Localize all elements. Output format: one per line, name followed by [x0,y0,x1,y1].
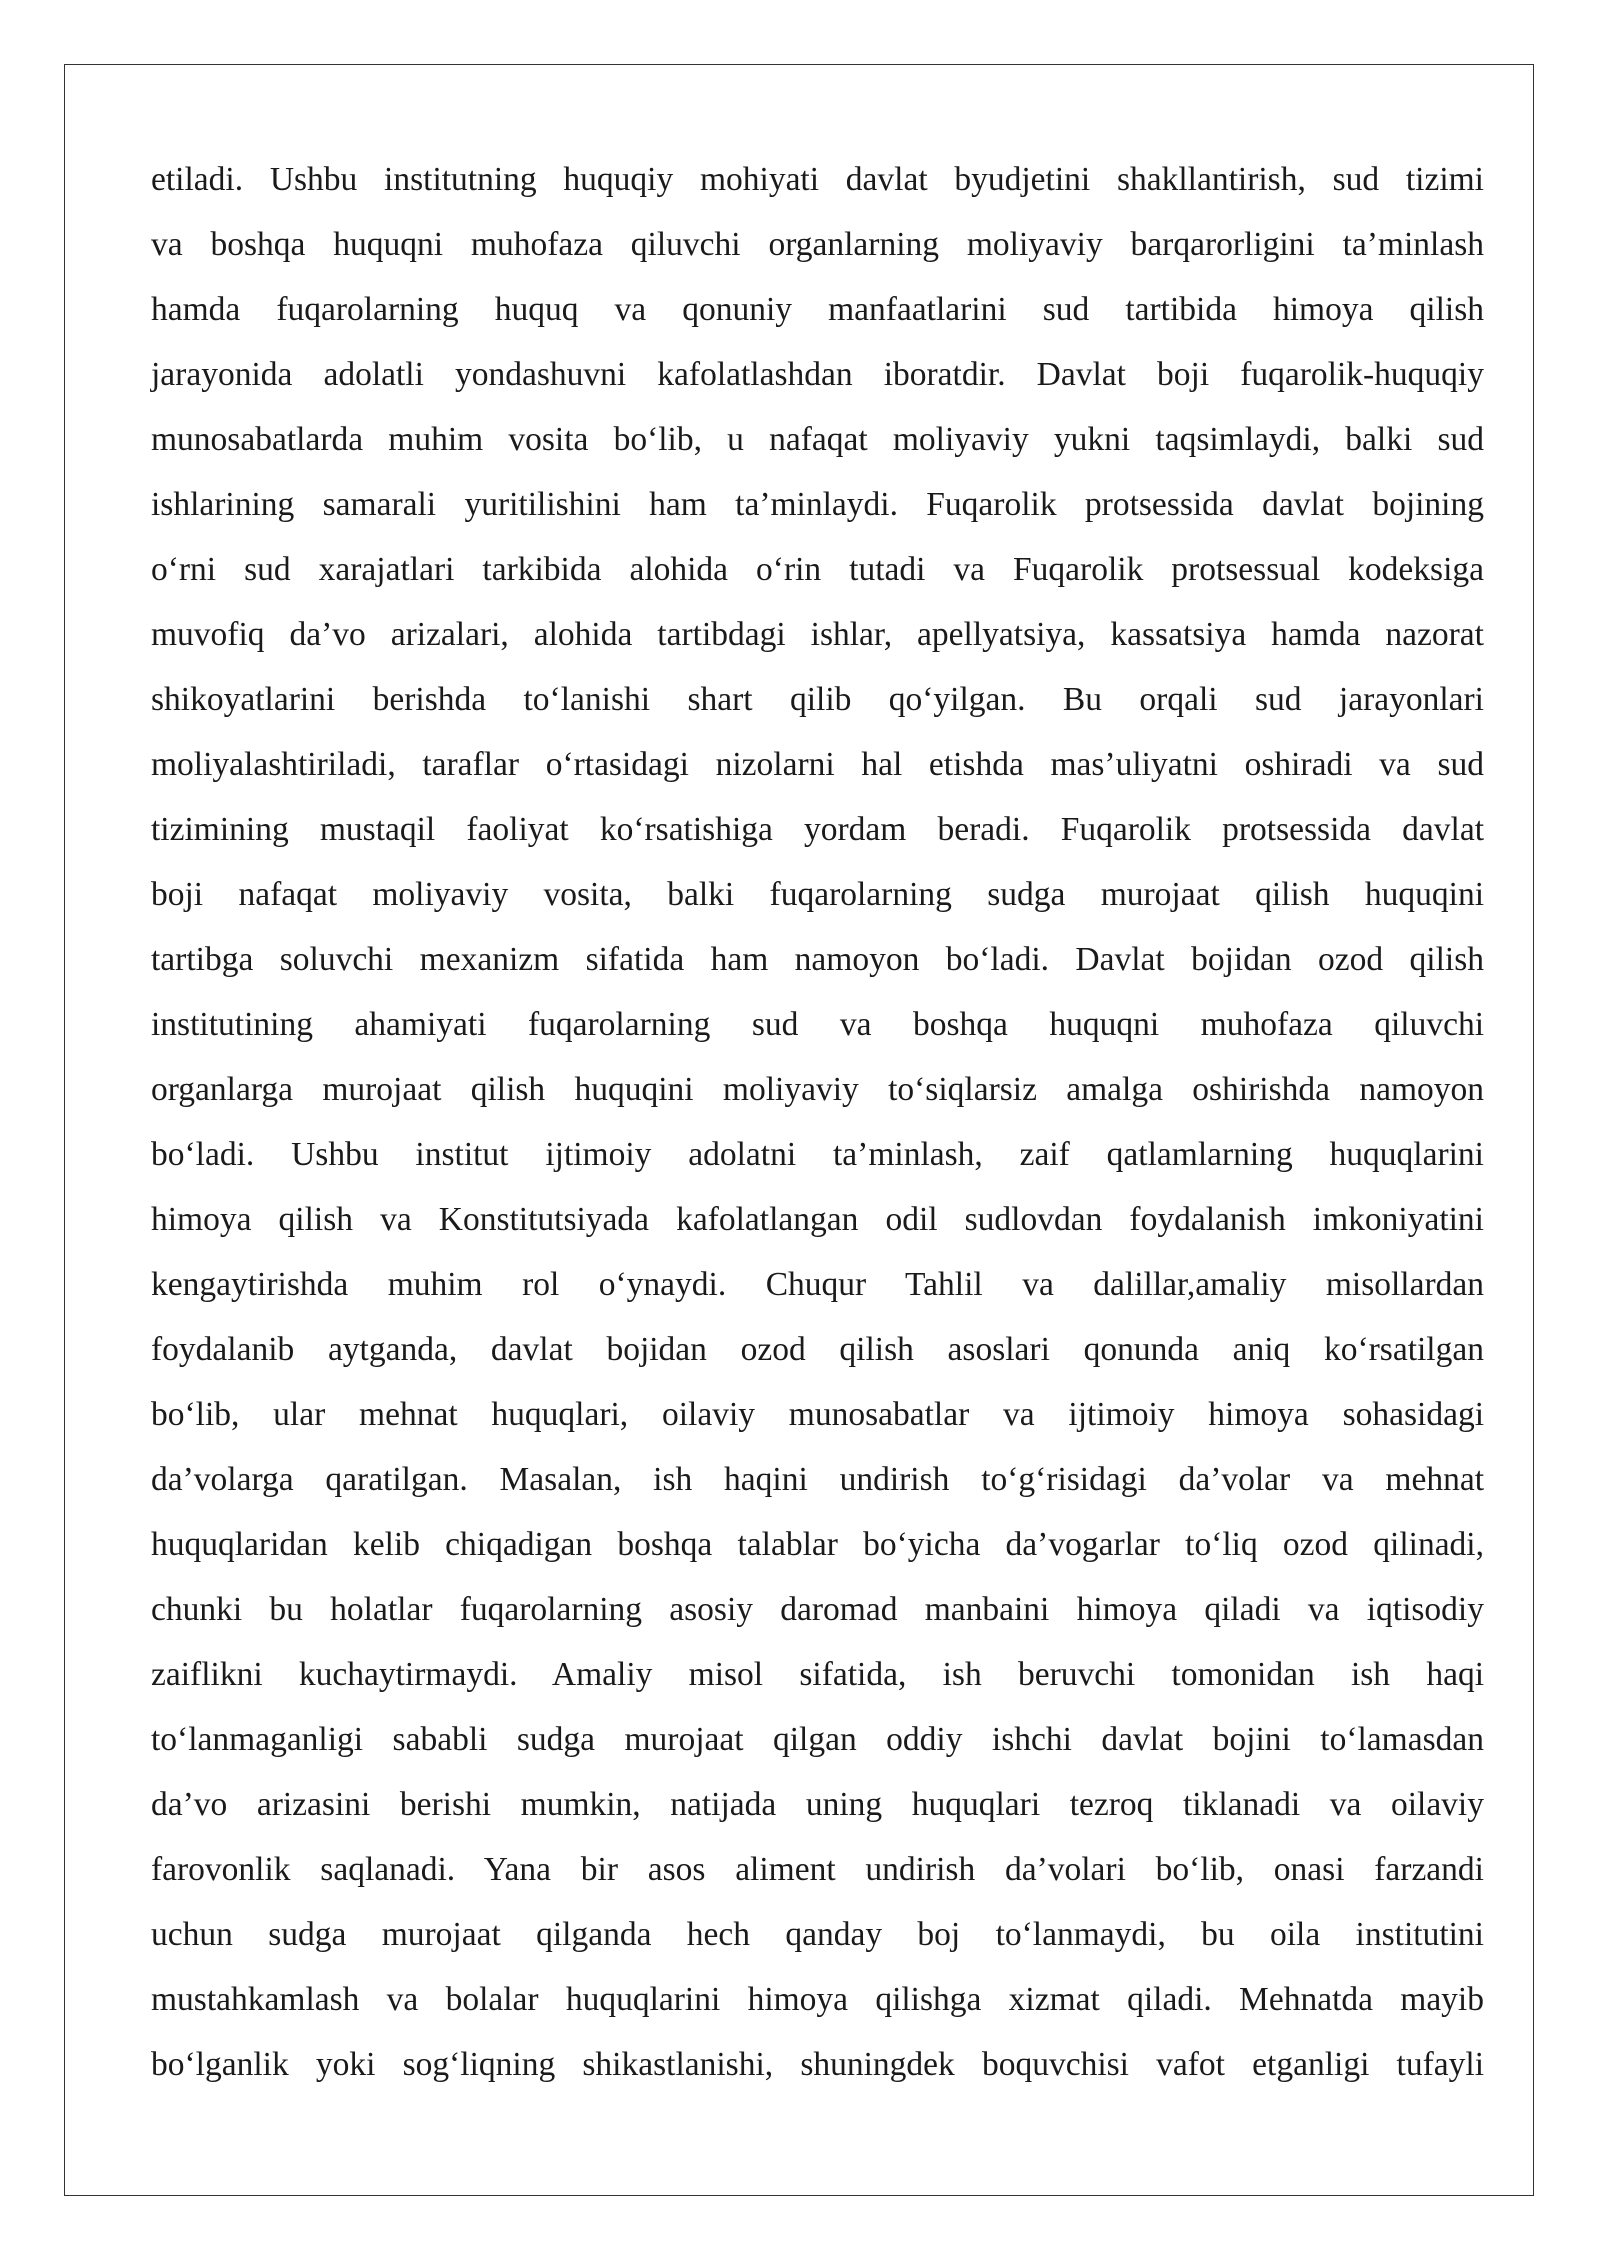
text-line: tizimining mustaqil faoliyat ko‘rsatishiga yordam beradi. Fuqarolik protsessida davlat [151,811,1484,848]
document-body [151,147,1484,2097]
text-line: muvofiq da’vo arizalari, alohida tartibdagi ishlar, apellyatsiya, kassatsiya hamda nazorat [151,616,1484,653]
text-line: zaiflikni kuchaytirmaydi. Amaliy misol sifatida, ish beruvchi tomonidan ish haqi [151,1656,1484,1693]
text-line: jarayonida adolatli yondashuvni kafolatlashdan iboratdir. Davlat boji fuqarolik-huquqiy [151,356,1484,393]
text-line: organlarga murojaat qilish huquqini moliyaviy to‘siqlarsiz amalga oshirishda namoyon [151,1071,1484,1108]
text-line: da’volarga qaratilgan. Masalan, ish haqini undirish to‘g‘risidagi da’volar va mehnat [151,1461,1484,1498]
text-line: chunki bu holatlar fuqarolarning asosiy daromad manbaini himoya qiladi va iqtisodiy [151,1591,1484,1628]
text-line: va boshqa huquqni muhofaza qiluvchi organlarning moliyaviy barqarorligini ta’minlash [151,226,1484,263]
text-line: ishlarining samarali yuritilishini ham ta’minlaydi. Fuqarolik protsessida davlat bojining [151,486,1484,523]
text-line: uchun sudga murojaat qilganda hech qanday boj to‘lanmaydi, bu oila institutini [151,1916,1484,1953]
text-line: institutining ahamiyati fuqarolarning sud va boshqa huquqni muhofaza qiluvchi [151,1006,1484,1043]
text-line: o‘rni sud xarajatlari tarkibida alohida o‘rin tutadi va Fuqarolik protsessual kodeksiga [151,551,1484,588]
text-line: farovonlik saqlanadi. Yana bir asos aliment undirish da’volari bo‘lib, onasi farzandi [151,1851,1484,1888]
text-line: foydalanib aytganda, davlat bojidan ozod qilish asoslari qonunda aniq ko‘rsatilgan [151,1331,1484,1368]
text-line: mustahkamlash va bolalar huquqlarini himoya qilishga xizmat qiladi. Mehnatda mayib [151,1981,1484,2018]
text-line: shikoyatlarini berishda to‘lanishi shart qilib qo‘yilgan. Bu orqali sud jarayonlari [151,681,1484,718]
text-line: munosabatlarda muhim vosita bo‘lib, u nafaqat moliyaviy yukni taqsimlaydi, balki sud [151,421,1484,458]
text-line: hamda fuqarolarning huquq va qonuniy manfaatlarini sud tartibida himoya qilish [151,291,1484,328]
text-line: bo‘lganlik yoki sog‘liqning shikastlanishi, shuningdek boquvchisi vafot etganligi tufayli [151,2046,1484,2083]
text-line: da’vo arizasini berishi mumkin, natijada uning huquqlari tezroq tiklanadi va oilaviy [151,1786,1484,1823]
text-line: to‘lanmaganligi sababli sudga murojaat qilgan oddiy ishchi davlat bojini to‘lamasdan [151,1721,1484,1758]
text-line: himoya qilish va Konstitutsiyada kafolatlangan odil sudlovdan foydalanish imkoniyatini [151,1201,1484,1238]
text-line: boji nafaqat moliyaviy vosita, balki fuqarolarning sudga murojaat qilish huquqini [151,876,1484,913]
text-line: moliyalashtiriladi, taraflar o‘rtasidagi nizolarni hal etishda mas’uliyatni oshiradi va sud [151,746,1484,783]
text-line: etiladi. Ushbu institutning huquqiy mohiyati davlat byudjetini shakllantirish, sud tizimi [151,161,1484,198]
text-line: kengaytirishda muhim rol o‘ynaydi. Chuqur Tahlil va dalillar,amaliy misollardan [151,1266,1484,1303]
text-line: huquqlaridan kelib chiqadigan boshqa talablar bo‘yicha da’vogarlar to‘liq ozod qilinadi, [151,1526,1484,1563]
text-line: bo‘ladi. Ushbu institut ijtimoiy adolatni ta’minlash, zaif qatlamlarning huquqlarini [151,1136,1484,1173]
text-line: tartibga soluvchi mexanizm sifatida ham namoyon bo‘ladi. Davlat bojidan ozod qilish [151,941,1484,978]
text-line: bo‘lib, ular mehnat huquqlari, oilaviy munosabatlar va ijtimoiy himoya sohasidagi [151,1396,1484,1433]
